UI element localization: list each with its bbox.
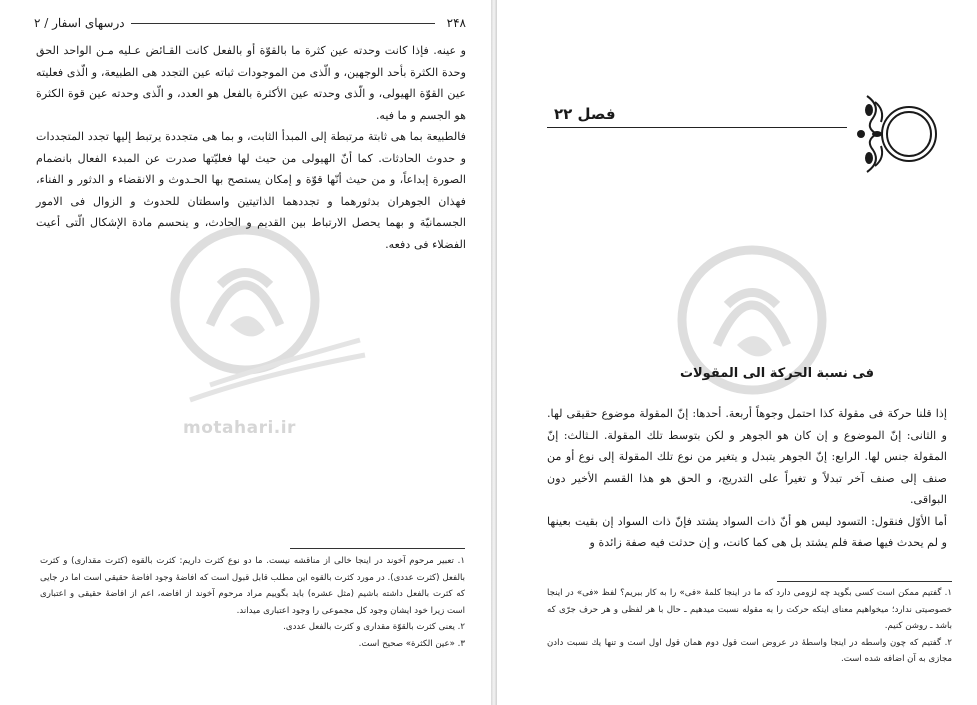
paragraph: إذا قلنا حركة فی مقولة كذا احتمل وجوهاً أربعة. أحدها: إنّ المقولة موضوع حقیقی لها. و الثانی: إنّ الموضوع و إن كان هو الجوهر و لكن بتوسط تلك المقولة. الـثالث: إنّ المقولة جنس لها. الرابع: إنّ الجوهر یتبدل و یتغیر من نوع تلك المقولة إلی نوع أو من صنف إلی صنف آخر تبدلاً و تغیراً علی التدریج، و الحق هو هذا القسم الأخیر دون البواقی. <box>547 407 947 506</box>
left-footnotes <box>40 553 465 652</box>
footnote: ۲. یعنی كثرت بالقوّة مقداری و كثرت بالفعل عددی. <box>283 622 465 632</box>
chapter-ornament-icon <box>847 88 947 180</box>
running-title: درسهای اسفار / ۲ <box>34 16 125 30</box>
page-number: ۲۴۸ <box>446 16 466 30</box>
chapter-rule <box>547 127 847 128</box>
footnote: ۳. «عین الكثرة» صحیح است. <box>358 638 465 649</box>
footnote-rule <box>290 548 465 549</box>
left-body-text <box>36 40 466 255</box>
header-rule <box>131 23 435 24</box>
running-header <box>34 14 466 32</box>
chapter-title: فصل ۲۲ <box>554 105 616 123</box>
footnote-rule <box>777 581 952 582</box>
section-title: فی نسبة الحركة الی المقولات <box>679 366 875 381</box>
paragraph: فالطبیعة بما هی ثابتة مرتبطة إلی المبدأ الثابت، و بما هی متجددة یرتبط إلیها تجدد المتجددات و حدوث الحادثات. كما أنّ الهیولی من حیث لها فعلیّتها صدرت عن المبدء الفعال بانضمام الصورة إبداعاً، و من حیث أنّها قوّة و إمكان یستصح بها الحـدوث و الانقضاء و الدثور و الفناء، فهذان الجوهران بدثورهما و تجددهما الذاتیتین واسطتان للحدوث و الزوال فی الامور الجسمانیّة و بهما یحصل الارتباط بین القدیم و الحادث، و ینحسم مادة الإشكال الّتی أعیت الفضلاء فی دفعه. <box>36 130 466 251</box>
right-footnotes <box>547 585 952 668</box>
right-page <box>497 0 977 705</box>
watermark-url: motahari.ir <box>183 418 296 438</box>
footnote: ۱. گفتیم ممكن است كسی بگوید چه لزومی دارد كه ما در اینجا كلمهٔ «فی» را به كار ببریم؟ لفظ «فی» در اینجا خصوصیتی ندارد؛ میخواهیم معنای اینكه حركت را به مقوله نسبت میدهیم ـ حال با هر لفظی و هر حرف جرّی كه باشد ـ روشن كنیم. <box>547 588 952 631</box>
right-body-text <box>547 403 947 554</box>
paragraph: أما الأوّل فنقول: التسود لیس هو أنّ ذات السواد یشتد فإنّ ذات السواد إن بقیت بعینها و لم یحدث فیها صفة فلم یشتد بل هی كما كانت، و إن حدثت فیه صفة زائدة و <box>547 514 947 549</box>
paragraph: و عینه. فإذا كانت وحدته عین كثرة ما بالقوّة أو بالفعل كانت القـائض عـلیه مـن الواحد الحق وحدة الكثرة بأحد الوجهین، و الّذی من الموجودات ثباته عین التجدد هی الطبیعة، و الّذی فعلیته عین القوّة الهیولی، و الّذی وحدته عین الأكثرة بالفعل هو العدد، و الّذی وحدته عین قوة الكثرة هو الجسم و ما فیه. <box>36 44 466 122</box>
footnote: ۲. گفتیم كه چون واسطه در اینجا واسطهٔ در عروض است قول دوم همان قول اول است و تنها یك نسبت دادن مجازی به آن اضافه شده است. <box>547 637 952 664</box>
footnote: ۱. تعبیر مرحوم آخوند در اینجا خالی از مناقشه نیست. ما دو نوع كثرت داریم: كثرت بالقوه (كثرت مقداری) و كثرت بالفعل (كثرت عددی). در مورد كثرت بالقوه این مطلب قابل قبول است كه افاضهٔ وجود افاضهٔ حقیقی است اما در جایی كه كثرت بالفعل داشته باشیم (مثل عشره) باید بگوییم مراد مرحوم آخوند از افاضه، اعم از افاضهٔ حقیقی و اعتباری است زیرا خود ایشان وجود كل مجموعی را وجود اعتباری میداند. <box>40 556 465 616</box>
